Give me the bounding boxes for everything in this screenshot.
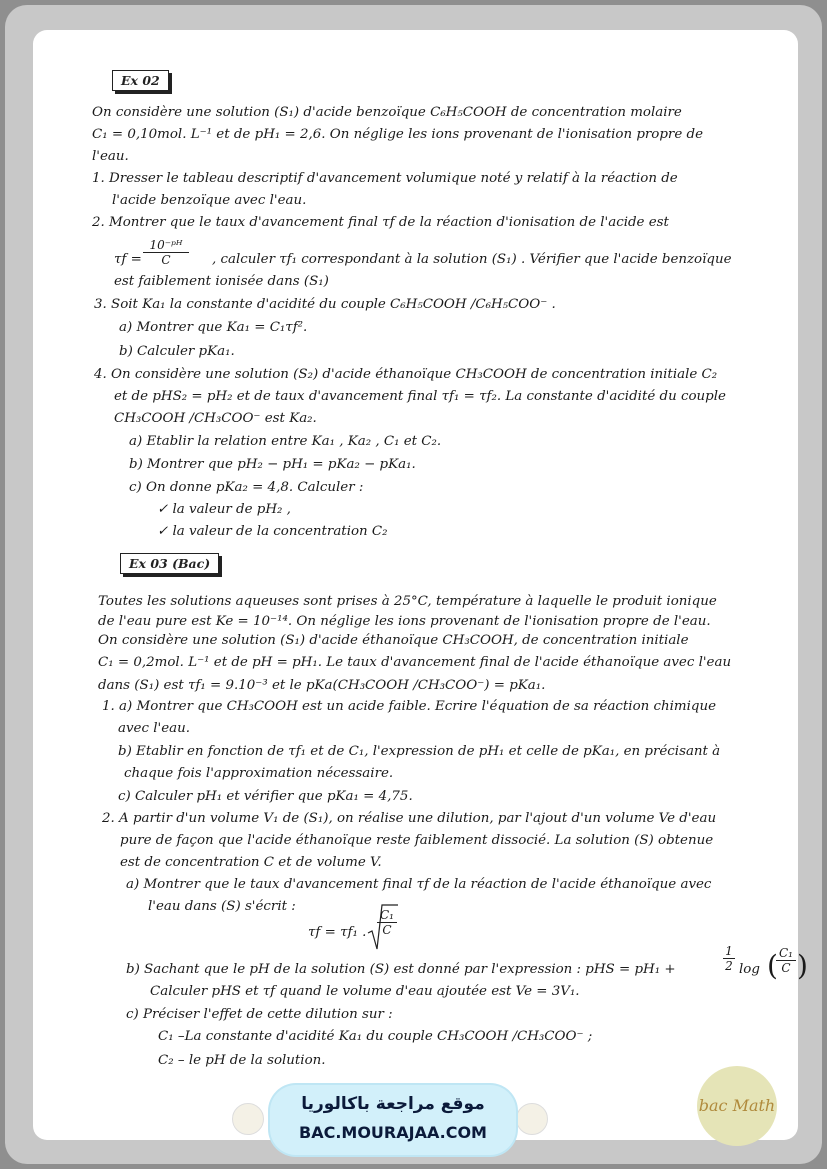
ex3-title: Ex 03 (Bac) <box>120 553 219 574</box>
ex3-q2a-line1: a) Montrer que le taux d'avancement final τf de la réaction de l'acide éthanoïque avec <box>126 877 712 892</box>
ex3-q2a-fraction-num: C₁ <box>377 908 397 923</box>
ex2-q2-line1: 2. Montrer que le taux d'avancement final τf de la réaction d'ionisation de l'acide est <box>92 215 669 230</box>
ex2-q2-formula-lhs: τf = <box>114 252 142 267</box>
ex2-title: Ex 02 <box>112 70 169 91</box>
ex3-q2c-item1: C₁ –La constante d'acidité Ka₁ du couple CH₃COOH /CH₃COO⁻ ; <box>158 1029 593 1044</box>
ex3-q2a-fraction-den: C <box>382 923 392 937</box>
site-banner[interactable] <box>270 1085 516 1155</box>
ex2-q4-line1: 4. On considère une solution (S₂) d'acide éthanoïque CH₃COOH de concentration initiale C₂ <box>94 367 718 382</box>
ex2-q1-line1: 1. Dresser le tableau descriptif d'avancement volumique noté y relatif à la réaction de <box>92 171 678 186</box>
ex2-q2-fraction-num: 10⁻ᵖᴴ <box>143 238 189 253</box>
ex3-para-4: C₁ = 0,2mol. L⁻¹ et de pH = pH₁. Le taux d'avancement final de l'acide éthanoïque avec l'eau <box>98 655 732 670</box>
close-paren: ) <box>797 949 808 982</box>
ex2-q4b: b) Montrer que pH₂ − pH₁ = pKa₂ − pKa₁. <box>129 457 416 472</box>
ex3-q2b-log-fraction-den: C <box>781 961 791 975</box>
ex3-q2b-half-den: 2 <box>725 959 733 973</box>
ex2-q4c-item2: ✓ la valeur de la concentration C₂ <box>157 524 388 539</box>
ex2-intro-1: On considère une solution (S₁) d'acide benzoïque C₆H₅COOH de concentration molaire <box>92 105 682 120</box>
ex3-q2b-line1: b) Sachant que le pH de la solution (S) est donné par l'expression : pHS = pH₁ + <box>126 962 676 977</box>
ex3-para-3: On considère une solution (S₁) d'acide éthanoïque CH₃COOH, de concentration initiale <box>98 633 689 648</box>
ex3-q2a-fraction <box>377 908 397 937</box>
ex3-q2c: c) Préciser l'effet de cette dilution sur : <box>126 1007 393 1022</box>
ex2-q4a: a) Etablir la relation entre Ka₁ , Ka₂ , C₁ et C₂. <box>129 434 442 449</box>
site-name-arabic: موقع مراجعة باكالوريا <box>301 1094 485 1114</box>
ex3-para-2: de l'eau pure est Ke = 10⁻¹⁴. On néglige les ions provenant de l'ionisation propre de l'eau. <box>98 614 711 629</box>
ex3-q2-line2: pure de façon que l'acide éthanoïque reste faiblement dissocié. La solution (S) obtenue <box>120 833 714 848</box>
ex2-q4-line3: CH₃COOH /CH₃COO⁻ est Ka₂. <box>114 411 317 426</box>
school-logo-right <box>516 1103 548 1135</box>
ex3-q2b-line2: Calculer pHS et τf quand le volume d'eau ajoutée est Ve = 3V₁. <box>150 984 580 999</box>
ex3-q1a-line2: avec l'eau. <box>118 721 190 736</box>
ex3-q2-line1: 2. A partir d'un volume V₁ de (S₁), on réalise une dilution, par l'ajout d'un volume Ve d'eau <box>102 811 717 826</box>
ex3-q2-line3: est de concentration C et de volume V. <box>120 855 382 870</box>
open-paren: ( <box>767 949 778 982</box>
ex2-q2-fraction-den: C <box>161 253 171 267</box>
ex2-q2-line3: est faiblement ionisée dans (S₁) <box>114 274 329 289</box>
ex2-intro-2: C₁ = 0,10mol. L⁻¹ et de pH₁ = 2,6. On néglige les ions provenant de l'ionisation propre de <box>92 127 704 142</box>
ex2-intro-3: l'eau. <box>92 149 129 164</box>
bac-math-logo <box>697 1066 777 1146</box>
site-url-link[interactable]: BAC.MOURAJAA.COM <box>299 1123 487 1142</box>
ex3-q1b-line1: b) Etablir en fonction de τf₁ et de C₁, l'expression de pH₁ et celle de pKa₁, en précisant à <box>118 744 721 759</box>
ex3-q1b-line2: chaque fois l'approximation nécessaire. <box>124 766 394 781</box>
ex3-para-5: dans (S₁) est τf₁ = 9.10⁻³ et le pKa(CH₃COOH /CH₃COO⁻) = pKa₁. <box>98 678 546 693</box>
ex2-q4-line2: et de pHS₂ = pH₂ et de taux d'avancement final τf₁ = τf₂. La constante d'acidité du couple <box>114 389 726 404</box>
ex2-q4c: c) On donne pKa₂ = 4,8. Calculer : <box>129 480 364 495</box>
ex3-q2b-half-num: 1 <box>723 944 735 959</box>
ex3-para-1: Toutes les solutions aqueuses sont prises à 25°C, température à laquelle le produit ionique <box>98 594 717 609</box>
ex2-q4c-item1: ✓ la valeur de pH₂ , <box>157 502 291 517</box>
ex2-q3: 3. Soit Ka₁ la constante d'acidité du couple C₆H₅COOH /C₆H₅COO⁻ . <box>94 297 556 312</box>
ex3-q2b-log-fraction <box>776 946 796 975</box>
ex3-q2b-log-fraction-num: C₁ <box>776 946 796 961</box>
ex3-q2c-item2: C₂ – le pH de la solution. <box>158 1053 326 1068</box>
ex2-q1-line2: l'acide benzoïque avec l'eau. <box>112 193 307 208</box>
ex2-q3a: a) Montrer que Ka₁ = C₁τf². <box>119 320 308 335</box>
ex3-q2a-line2: l'eau dans (S) s'écrit : <box>148 899 296 914</box>
ex3-q1c: c) Calculer pH₁ et vérifier que pKa₁ = 4,75. <box>118 789 413 804</box>
ex3-q2b-log: log <box>739 962 760 977</box>
ex2-q3b: b) Calculer pKa₁. <box>119 344 235 359</box>
ex3-q2b-half <box>723 944 735 973</box>
ex3-q1a-line1: 1. a) Montrer que CH₃COOH est un acide faible. Ecrire l'équation de sa réaction chimique <box>102 699 717 714</box>
school-logo-left <box>232 1103 264 1135</box>
ex2-q2-line2: , calculer τf₁ correspondant à la solution (S₁) . Vérifier que l'acide benzoïque <box>212 252 732 267</box>
bac-math-logo-text: bac Math <box>698 1096 776 1115</box>
ex3-q2a-formula-lhs: τf = τf₁ . <box>308 925 367 940</box>
ex2-q2-fraction <box>143 238 189 267</box>
